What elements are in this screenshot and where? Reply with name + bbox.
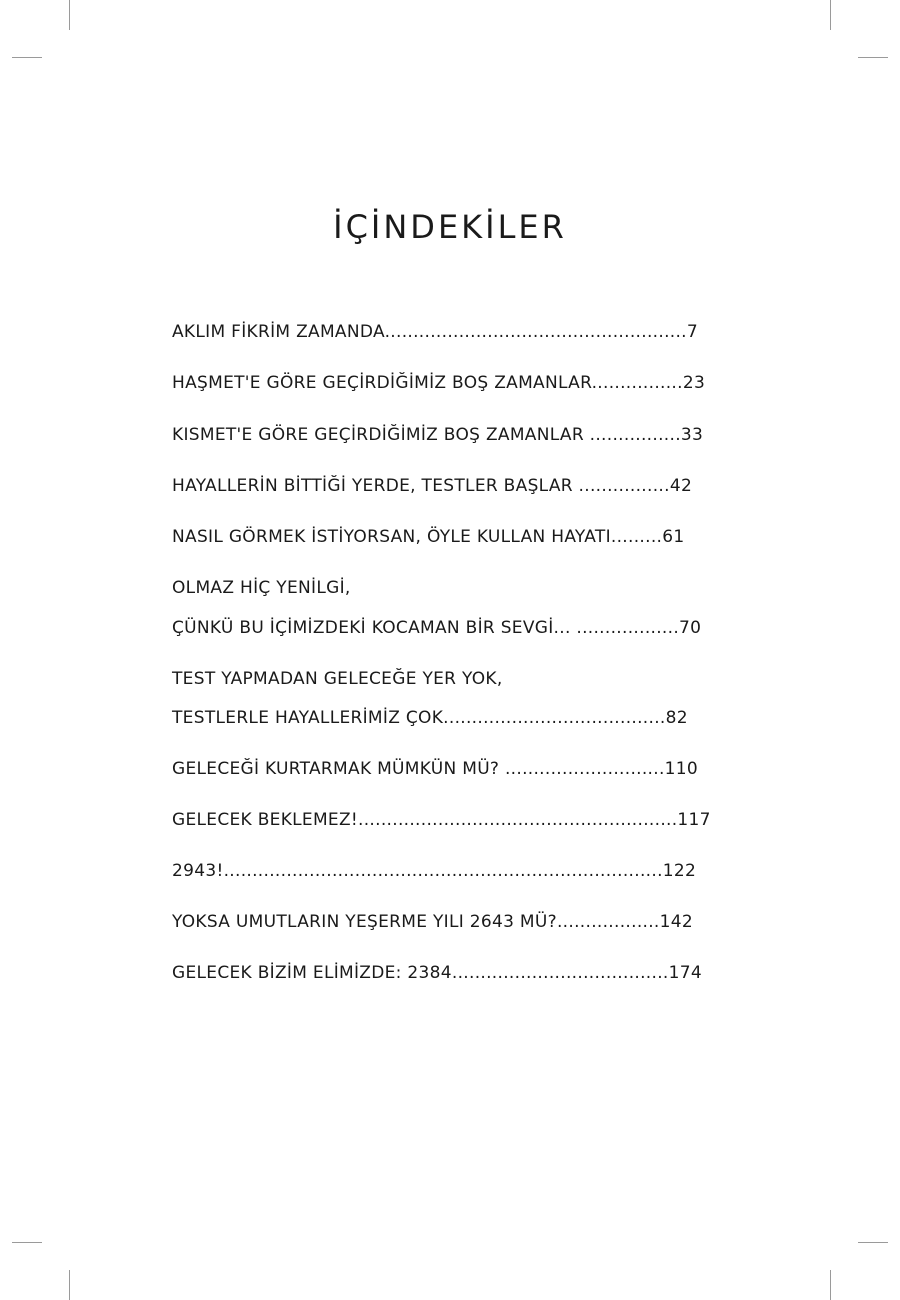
toc-entry: 2943!.............................................................................122 [172,861,697,881]
crop-mark [12,1242,42,1243]
toc-entry: TESTLERLE HAYALLERİMİZ ÇOK.......................................82 [172,708,688,728]
crop-mark [830,0,831,30]
toc-entry: HAYALLERİN BİTTİĞİ YERDE, TESTLER BAŞLAR ................42 [172,476,693,496]
crop-mark [830,1270,831,1300]
crop-mark [858,57,888,58]
toc-entry: KISMET'E GÖRE GEÇİRDİĞİMİZ BOŞ ZAMANLAR ................33 [172,425,704,445]
crop-mark [858,1242,888,1243]
page-title: İÇİNDEKİLER [333,208,567,246]
toc-entry: AKLIM FİKRİM ZAMANDA.....................................................7 [172,322,698,342]
toc-entry: NASIL GÖRMEK İSTİYORSAN, ÖYLE KULLAN HAYATI.........61 [172,527,685,547]
toc-entry: TEST YAPMADAN GELECEĞE YER YOK, [172,669,503,689]
crop-mark [69,0,70,30]
toc-entry: GELECEK BİZİM ELİMİZDE: 2384......................................174 [172,963,702,983]
crop-mark [69,1270,70,1300]
toc-entry: GELECEĞİ KURTARMAK MÜMKÜN MÜ? ............................110 [172,759,699,779]
toc-entry: ÇÜNKÜ BU İÇİMİZDEKİ KOCAMAN BİR SEVGİ... ..................70 [172,618,702,638]
toc-entry: YOKSA UMUTLARIN YEŞERME YILI 2643 MÜ?..................142 [172,912,693,932]
toc-entry: GELECEK BEKLEMEZ!........................................................117 [172,810,711,830]
toc-entry: OLMAZ HİÇ YENİLGİ, [172,578,351,598]
toc-entry: HAŞMET'E GÖRE GEÇİRDİĞİMİZ BOŞ ZAMANLAR................23 [172,373,706,393]
crop-mark [12,57,42,58]
